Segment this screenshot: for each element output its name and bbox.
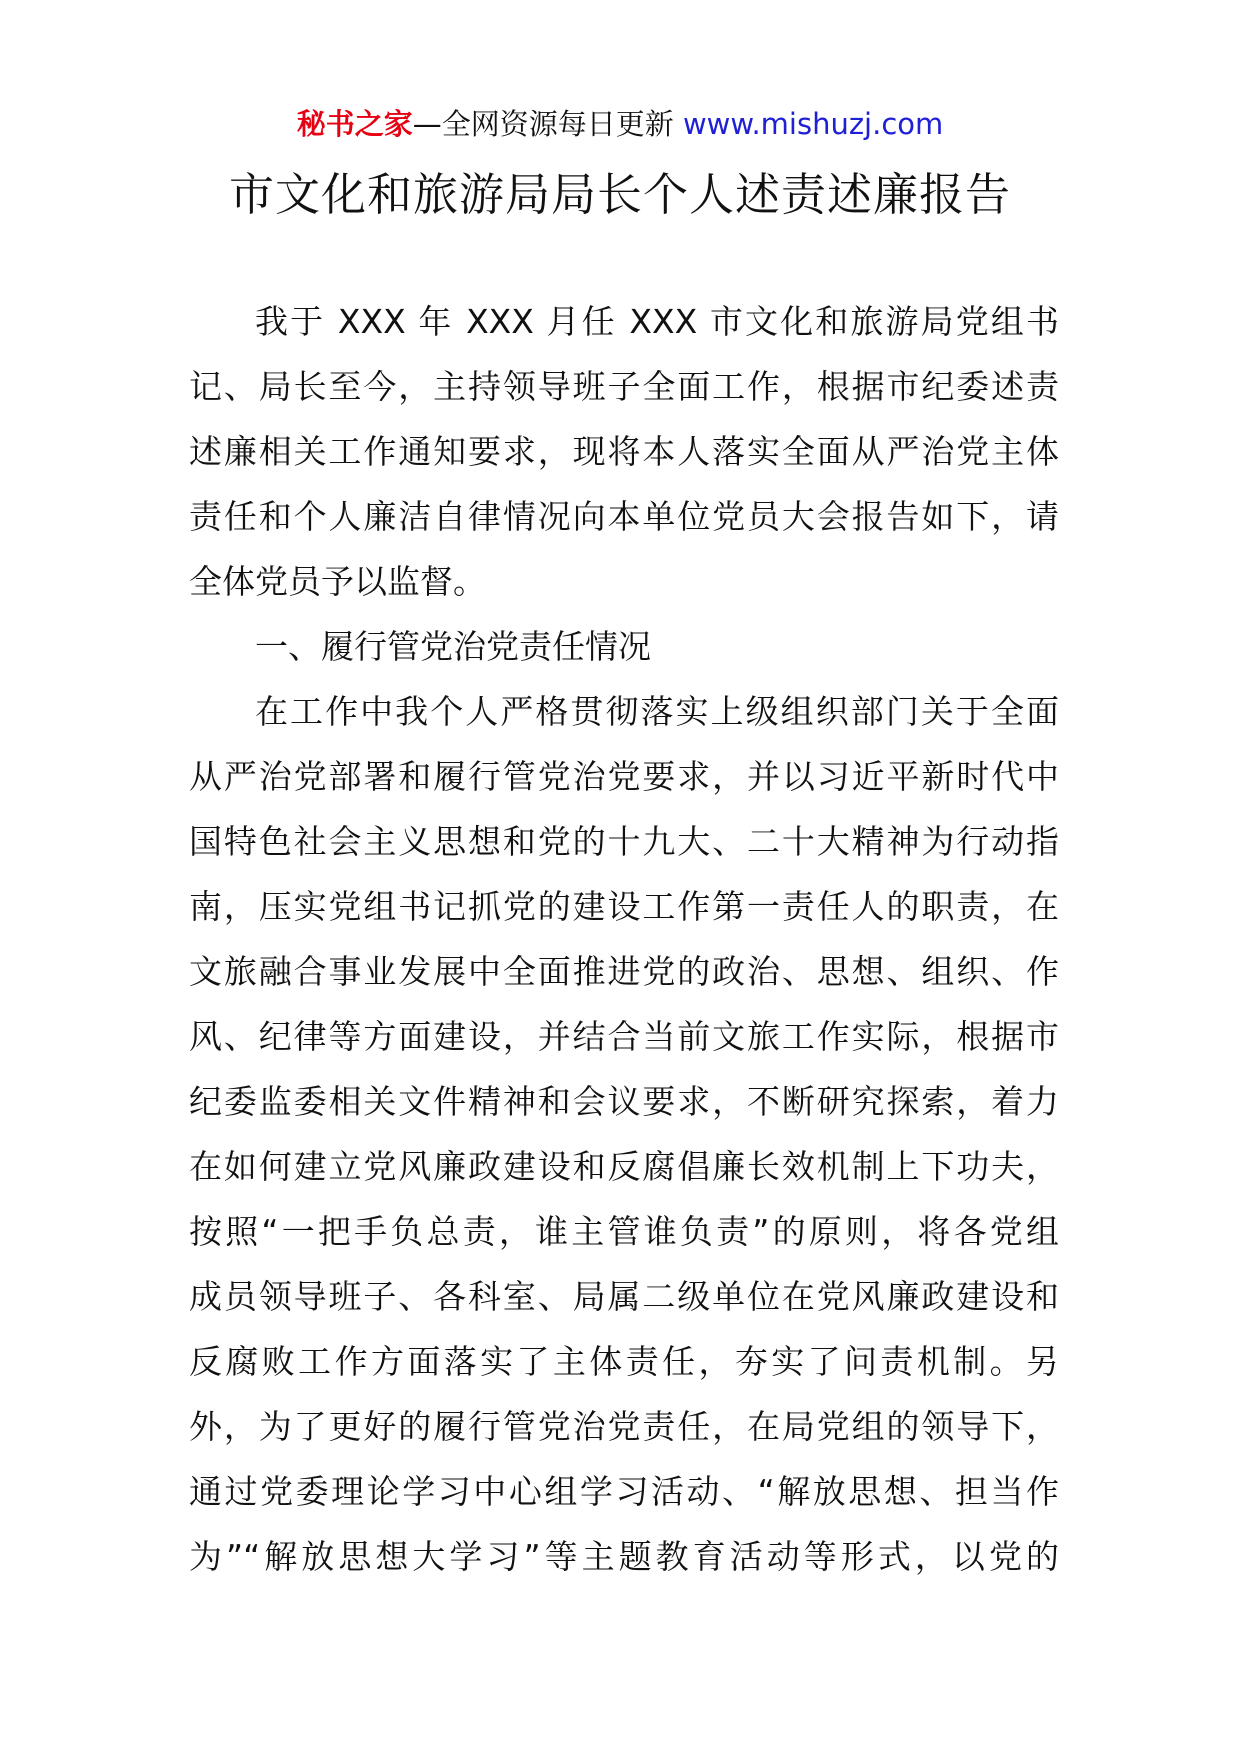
body-line: 成员领导班子、各科室、局属二级单位在党风廉政建设和 — [189, 1277, 1059, 1316]
section-heading: 一、履行管党治党责任情况 — [255, 627, 651, 666]
header-slogan: —全网资源每日更新 — [412, 107, 674, 141]
body-line: 通过党委理论学习中心组学习活动、“解放思想、担当作 — [189, 1472, 1059, 1511]
body-line: 按照“一把手负总责，谁主管谁负责”的原则，将各党组 — [189, 1212, 1059, 1251]
body-line: 反腐败工作方面落实了主体责任，夯实了问责机制。另 — [189, 1342, 1059, 1381]
body-line: 述廉相关工作通知要求，现将本人落实全面从严治党主体 — [189, 432, 1059, 471]
body-line: 从严治党部署和履行管党治党要求，并以习近平新时代中 — [189, 757, 1059, 796]
body-line: 文旅融合事业发展中全面推进党的政治、思想、组织、作 — [189, 952, 1059, 991]
body-line: 在如何建立党风廉政建设和反腐倡廉长效机制上下功夫， — [189, 1147, 1059, 1186]
website-link[interactable]: www.mishuzj.com — [682, 107, 944, 141]
body-line: 责任和个人廉洁自律情况向本单位党员大会报告如下，请 — [189, 497, 1059, 536]
body-line: 在工作中我个人严格贯彻落实上级组织部门关于全面 — [255, 692, 1059, 731]
body-line: 风、纪律等方面建设，并结合当前文旅工作实际，根据市 — [189, 1017, 1059, 1056]
document-title: 市文化和旅游局局长个人述责述廉报告 — [228, 168, 1011, 221]
body-line: 为”“解放思想大学习”等主题教育活动等形式，以党的 — [189, 1537, 1059, 1576]
brand-name: 秘书之家 — [296, 107, 413, 141]
body-line: 我于 XXX 年 XXX 月任 XXX 市文化和旅游局党组书 — [255, 302, 1059, 341]
body-line: 记、局长至今，主持领导班子全面工作，根据市纪委述责 — [189, 367, 1059, 406]
body-line: 全体党员予以监督。 — [189, 562, 486, 601]
body-line: 外，为了更好的履行管党治党责任，在局党组的领导下， — [189, 1407, 1059, 1446]
document-body — [189, 289, 1059, 1589]
site-header — [0, 104, 1240, 144]
body-line: 纪委监委相关文件精神和会议要求，不断研究探索，着力 — [189, 1082, 1059, 1121]
body-line: 南，压实党组书记抓党的建设工作第一责任人的职责，在 — [189, 887, 1059, 926]
body-line: 国特色社会主义思想和党的十九大、二十大精神为行动指 — [189, 822, 1059, 861]
